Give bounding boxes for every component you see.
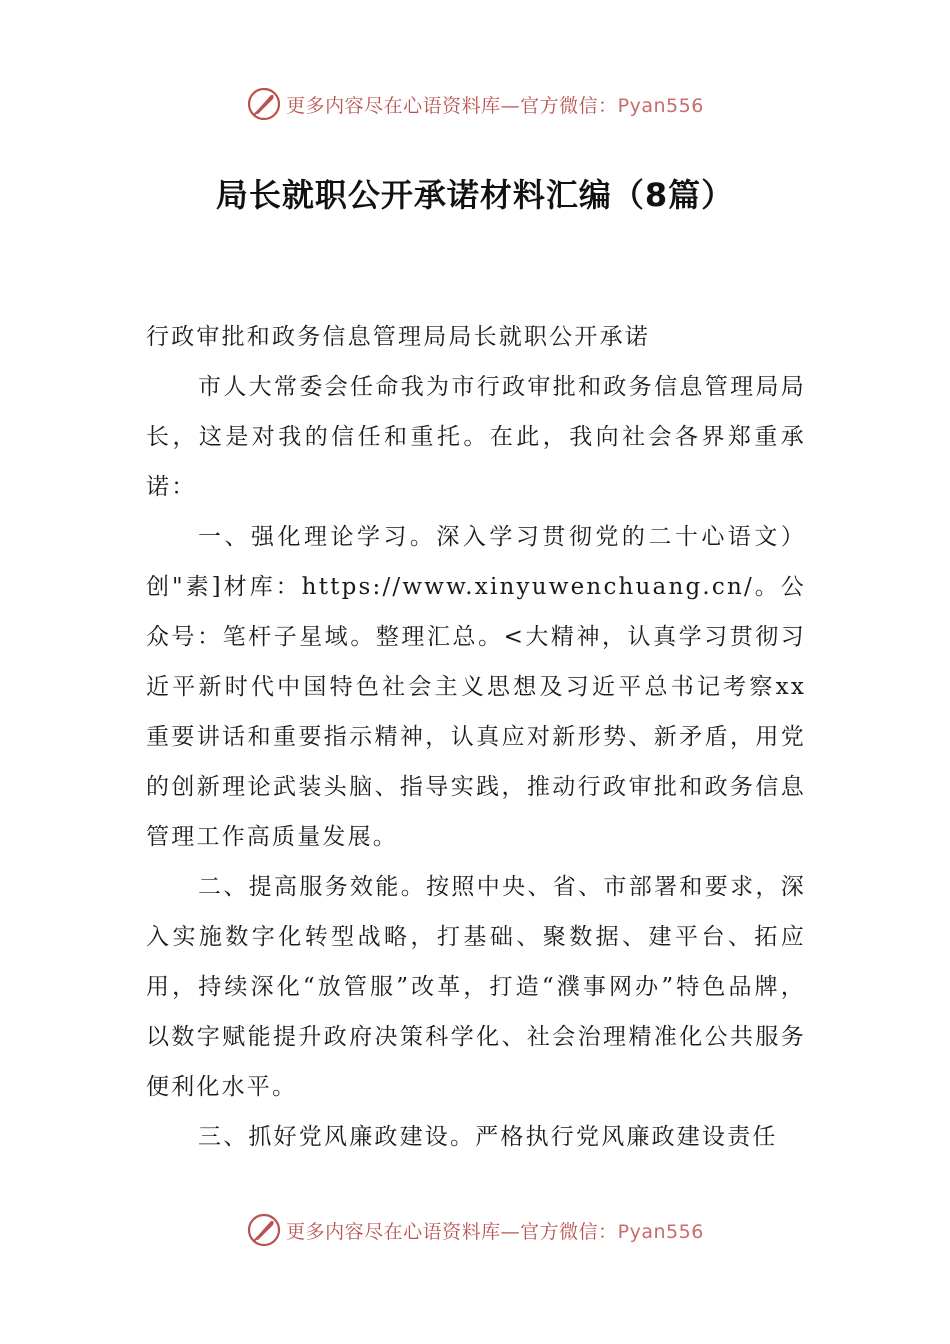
watermark-footer	[0, 1210, 950, 1250]
watermark-text: 更多内容尽在心语资料库—官方微信：Pyan556	[286, 1220, 704, 1243]
document-body	[146, 312, 806, 1162]
quill-logo-icon	[246, 86, 282, 122]
watermark-header	[0, 84, 950, 124]
quill-logo-icon	[246, 1212, 282, 1248]
document-title: 局长就职公开承诺材料汇编（8篇）	[215, 176, 735, 214]
paragraph: 市人大常委会任命我为市行政审批和政务信息管理局局长，这是对我的信任和重托。在此，我向社会各界郑重承诺：	[146, 374, 806, 500]
watermark-text: 更多内容尽在心语资料库—官方微信：Pyan556	[286, 94, 704, 117]
paragraph: 三、抓好党风廉政建设。严格执行党风廉政建设责任	[198, 1124, 778, 1150]
paragraph: 一、强化理论学习。深入学习贯彻党的二十心语文）创"素]材库：https://www.xinyuwenchuang.cn/。公众号：笔杆子星域。整理汇总。<大精神，认真学习贯彻习近平新时代中国特色社会主义思想及习近平总书记考察xx重要讲话和重要指示精神，认真应对新形势、新矛盾，用党的创新理论武装头脑、指导实践，推动行政审批和政务信息管理工作高质量发展。	[146, 524, 806, 850]
section-heading: 行政审批和政务信息管理局局长就职公开承诺	[146, 324, 650, 350]
paragraph: 二、提高服务效能。按照中央、省、市部署和要求，深入实施数字化转型战略，打基础、聚数据、建平台、拓应用，持续深化“放管服”改革，打造“濮事网办”特色品牌，以数字赋能提升政府决策科学化、社会治理精准化公共服务便利化水平。	[146, 874, 806, 1100]
watermark-handle: Pyan556	[617, 1220, 704, 1243]
watermark-handle: Pyan556	[617, 94, 704, 117]
